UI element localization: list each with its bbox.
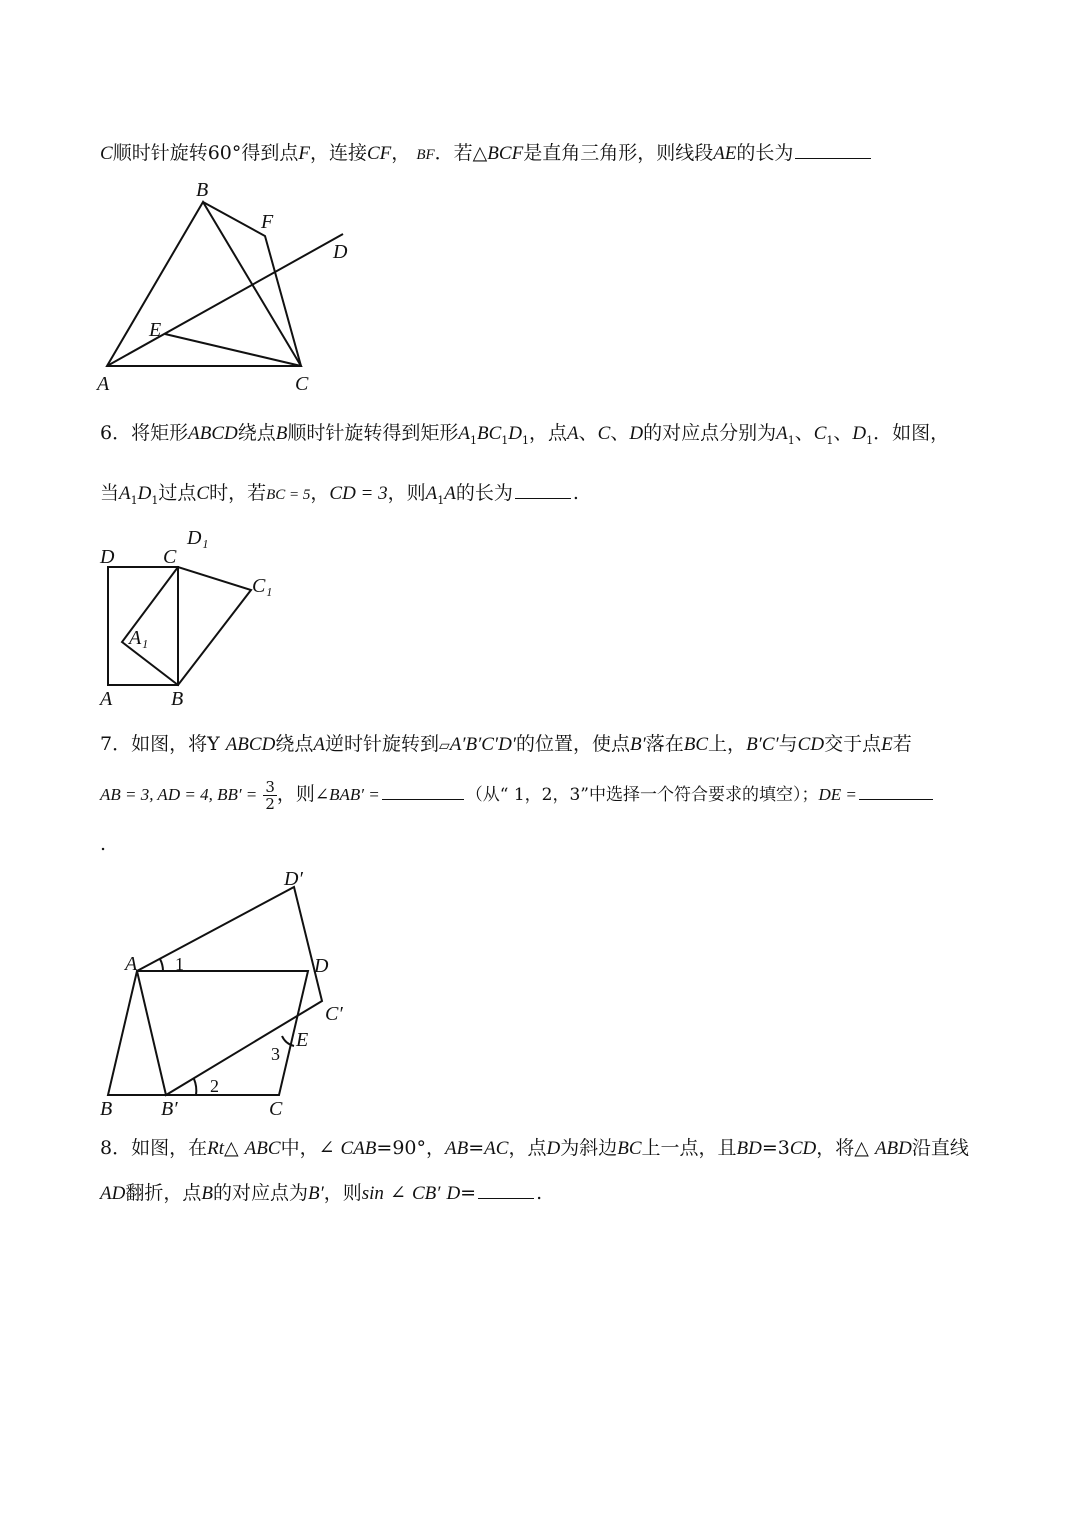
q8-text: 沿直线 — [911, 1137, 969, 1159]
q7-figure — [95, 866, 355, 1126]
q7-text: ∠BAB′ = — [314, 785, 380, 804]
q6-figure — [95, 528, 295, 708]
q6-rect-abcd — [108, 567, 178, 685]
q6-label-c: C — [163, 546, 177, 568]
q8-text: AB — [445, 1138, 469, 1159]
q6-text: D — [508, 423, 522, 444]
q7-angle-2-arc — [194, 1079, 196, 1095]
q6-text: A — [119, 483, 131, 504]
q8-text: 的对应点为 — [212, 1182, 308, 1204]
q8-text: ，将△ — [816, 1137, 869, 1159]
q5-segment-ec — [165, 334, 301, 366]
q7-text: （从“ 1，2，3”中选择一个符合要求的填空）； — [465, 785, 819, 805]
q8-number: 8． — [100, 1137, 132, 1159]
q5-label-e: E — [149, 319, 162, 341]
q5-figure — [95, 178, 375, 398]
q8-text: B′ — [307, 1183, 324, 1204]
q5-text: BF — [416, 147, 435, 163]
q6-text: ， — [310, 482, 330, 504]
q7-label-bp: B′ — [161, 1098, 178, 1120]
q8-text: sin — [361, 1183, 384, 1204]
q6-text: BC = 5 — [266, 487, 311, 503]
q6-text: A — [567, 423, 579, 444]
q8-text: D — [446, 1183, 461, 1204]
q7-text: A — [313, 734, 325, 755]
q8-text: =3 — [761, 1137, 790, 1159]
q5-text: ， — [391, 142, 411, 164]
q7-text: A′B′C′D′ — [449, 734, 516, 755]
q5-text: 的长为 — [736, 142, 794, 164]
q6-text: 、 — [794, 422, 814, 444]
q6-text: 、 — [833, 422, 853, 444]
q8-text: AD — [100, 1183, 126, 1204]
q5-text: ，连接 — [309, 142, 367, 164]
q7-label-d: D — [314, 955, 329, 977]
q6-text: D — [852, 423, 867, 444]
q6-text: 的长为 — [455, 482, 513, 504]
q6-line-1 — [100, 421, 949, 453]
q7-number: 7． — [100, 733, 132, 755]
q8-text: ABD — [874, 1138, 912, 1159]
q8-text: BC — [617, 1138, 642, 1159]
q8-text: ABC — [244, 1138, 281, 1159]
q5-text: ．若△ — [434, 142, 488, 164]
q6-label-d1: D₁ — [187, 528, 209, 549]
q8-line-2 — [100, 1180, 542, 1206]
q7-text: BC — [683, 734, 709, 755]
q6-sub: 1 — [826, 433, 834, 447]
q6-text: C — [813, 423, 827, 444]
q6-text: 时，若 — [209, 482, 267, 504]
q7-frac-den: 2 — [265, 794, 275, 813]
q7-label-b: B — [100, 1098, 113, 1120]
q8-text: 为斜边 — [560, 1137, 618, 1159]
q8-text: B — [201, 1183, 213, 1204]
q7-label-cp: C′ — [325, 1003, 343, 1025]
q7-text: B′C′ — [746, 734, 779, 755]
q7-angle-1-arc — [160, 959, 163, 971]
q7-label-c: C — [269, 1098, 283, 1120]
q8-text: 翻折，点 — [125, 1182, 202, 1204]
q6-label-c1: C₁ — [252, 575, 273, 597]
q7-text: 上， — [708, 733, 747, 755]
q7-text: 绕点 — [275, 733, 314, 755]
q8-text: = — [468, 1137, 485, 1159]
q6-text: BC — [476, 423, 502, 444]
q6-sub: 1 — [521, 433, 529, 447]
q6-text: C — [597, 423, 611, 444]
q5-label-c: C — [295, 373, 309, 395]
q7-text: ABCD — [225, 734, 276, 755]
q7-label-e: E — [296, 1029, 309, 1051]
q8-text: =90°， — [376, 1137, 446, 1159]
q6-label-a1: A₁ — [129, 627, 149, 649]
q8-line-1 — [100, 1136, 969, 1161]
q6-text: D — [629, 423, 644, 444]
q6-text: 过点 — [158, 482, 197, 504]
q7-frac-num: 3 — [265, 777, 275, 796]
q7-text: E — [881, 734, 893, 755]
q8-text: 如图，在 — [131, 1137, 208, 1159]
q7-text: ▱ — [438, 738, 450, 754]
q6-sub: 1 — [501, 433, 509, 447]
q6-text: A — [425, 483, 438, 504]
q8-text: ，则 — [323, 1182, 362, 1204]
q6-text: 的对应点分别为 — [643, 422, 777, 444]
q6-label-b: B — [171, 688, 184, 708]
q8-text: △ — [224, 1137, 239, 1159]
q5-segment-ae-d — [107, 234, 343, 366]
q7-text: DE = — [818, 785, 857, 804]
q6-sub: 1 — [151, 493, 159, 507]
q8-text: = — [460, 1182, 477, 1204]
q7-text: 逆时针旋转到 — [324, 733, 439, 755]
q8-text: ∠ — [389, 1182, 406, 1204]
q6-text: D — [137, 483, 152, 504]
q6-answer-blank[interactable] — [515, 480, 571, 499]
q8-text: CB′ — [411, 1183, 441, 1204]
q8-text: D — [546, 1138, 561, 1159]
q6-text: C — [196, 483, 210, 504]
q6-sub: 1 — [130, 493, 138, 507]
q8-text: 上一点，且 — [641, 1137, 737, 1159]
q7-angle-blank[interactable] — [382, 781, 464, 800]
q7-de-blank[interactable] — [859, 781, 933, 800]
q6-label-d: D — [100, 546, 115, 568]
q5-text: CF — [367, 143, 392, 164]
q6-text: A — [776, 423, 788, 444]
q7-text: B′ — [629, 734, 646, 755]
q5-text: AE — [713, 143, 737, 164]
q6-text: ，点 — [528, 422, 567, 444]
q6-text: A — [444, 483, 456, 504]
q7-fraction — [263, 779, 277, 812]
q7-text: AB = 3, AD = 4, BB′ = — [100, 785, 258, 804]
q6-text: B — [275, 423, 288, 444]
q6-text: 将矩形 — [131, 422, 189, 444]
q6-text: 、 — [578, 422, 598, 444]
q6-number: 6． — [100, 422, 132, 444]
q6-sub: 1 — [866, 433, 874, 447]
q6-rect-a1bc1d1 — [122, 567, 251, 685]
q6-text: 顺时针旋转得到矩形 — [287, 422, 459, 444]
q5-text: 顺时针旋转60°得到点 — [112, 142, 299, 164]
q5-text: F — [298, 143, 310, 164]
q6-text: 当 — [100, 482, 120, 504]
q6-label-a: A — [100, 688, 113, 708]
q6-text: CD = 3 — [329, 483, 388, 504]
q7-text: . — [100, 833, 107, 855]
q5-text: BCF — [487, 143, 524, 164]
q8-text: AC — [484, 1138, 509, 1159]
q7-parallelogram-abcd — [108, 971, 308, 1095]
q7-label-a: A — [125, 953, 138, 975]
q8-text: . — [536, 1182, 543, 1204]
q7-text: CD — [797, 734, 825, 755]
q7-text: 落在 — [645, 733, 684, 755]
q7-text: 交于点 — [824, 733, 882, 755]
q8-answer-blank[interactable] — [478, 1180, 534, 1199]
q6-sub: 1 — [437, 493, 445, 507]
q7-line-2 — [100, 776, 935, 813]
q5-label-f: F — [261, 211, 274, 233]
q7-text: 如图，将 — [131, 733, 208, 755]
q6-text: A — [458, 423, 470, 444]
q5-text: 是直角三角形，则线段 — [523, 142, 714, 164]
q5-answer-blank[interactable] — [795, 140, 871, 159]
q7-label-dp: D′ — [284, 868, 303, 890]
q7-angle-1: 1 — [175, 954, 184, 974]
q8-text: CAB — [340, 1138, 377, 1159]
q7-line-1 — [100, 732, 912, 758]
q8-text: CD — [789, 1138, 817, 1159]
q5-label-b: B — [196, 179, 209, 201]
q6-line-2 — [100, 480, 579, 513]
q6-text: 绕点 — [237, 422, 276, 444]
q7-text: 若 — [892, 733, 912, 755]
q5-label-d: D — [333, 241, 348, 263]
q7-line-3 — [100, 832, 106, 856]
q6-text: ABCD — [188, 423, 238, 444]
q5-text: C — [100, 143, 113, 164]
q8-text: 中，∠ — [280, 1137, 335, 1159]
q6-sub: 1 — [469, 433, 477, 447]
q8-text: ，点 — [508, 1137, 547, 1159]
q7-text: 与 — [778, 733, 798, 755]
q8-text: Rt — [207, 1138, 224, 1159]
q6-sub: 1 — [787, 433, 795, 447]
q6-text: . — [572, 482, 579, 504]
q7-parallelogram-ab'c'd' — [137, 887, 322, 1095]
q7-angle-2: 2 — [210, 1076, 219, 1096]
q5-label-a: A — [97, 373, 110, 395]
q7-text: 的位置，使点 — [515, 733, 630, 755]
q6-text: ，则 — [387, 482, 426, 504]
q7-text: ，则 — [276, 783, 315, 805]
q7-angle-3: 3 — [271, 1044, 280, 1064]
q5-line — [100, 140, 873, 167]
q6-text: 、 — [610, 422, 630, 444]
q7-text: Y — [207, 733, 220, 755]
q6-text: ．如图， — [873, 422, 950, 444]
q8-text: BD — [736, 1138, 762, 1159]
